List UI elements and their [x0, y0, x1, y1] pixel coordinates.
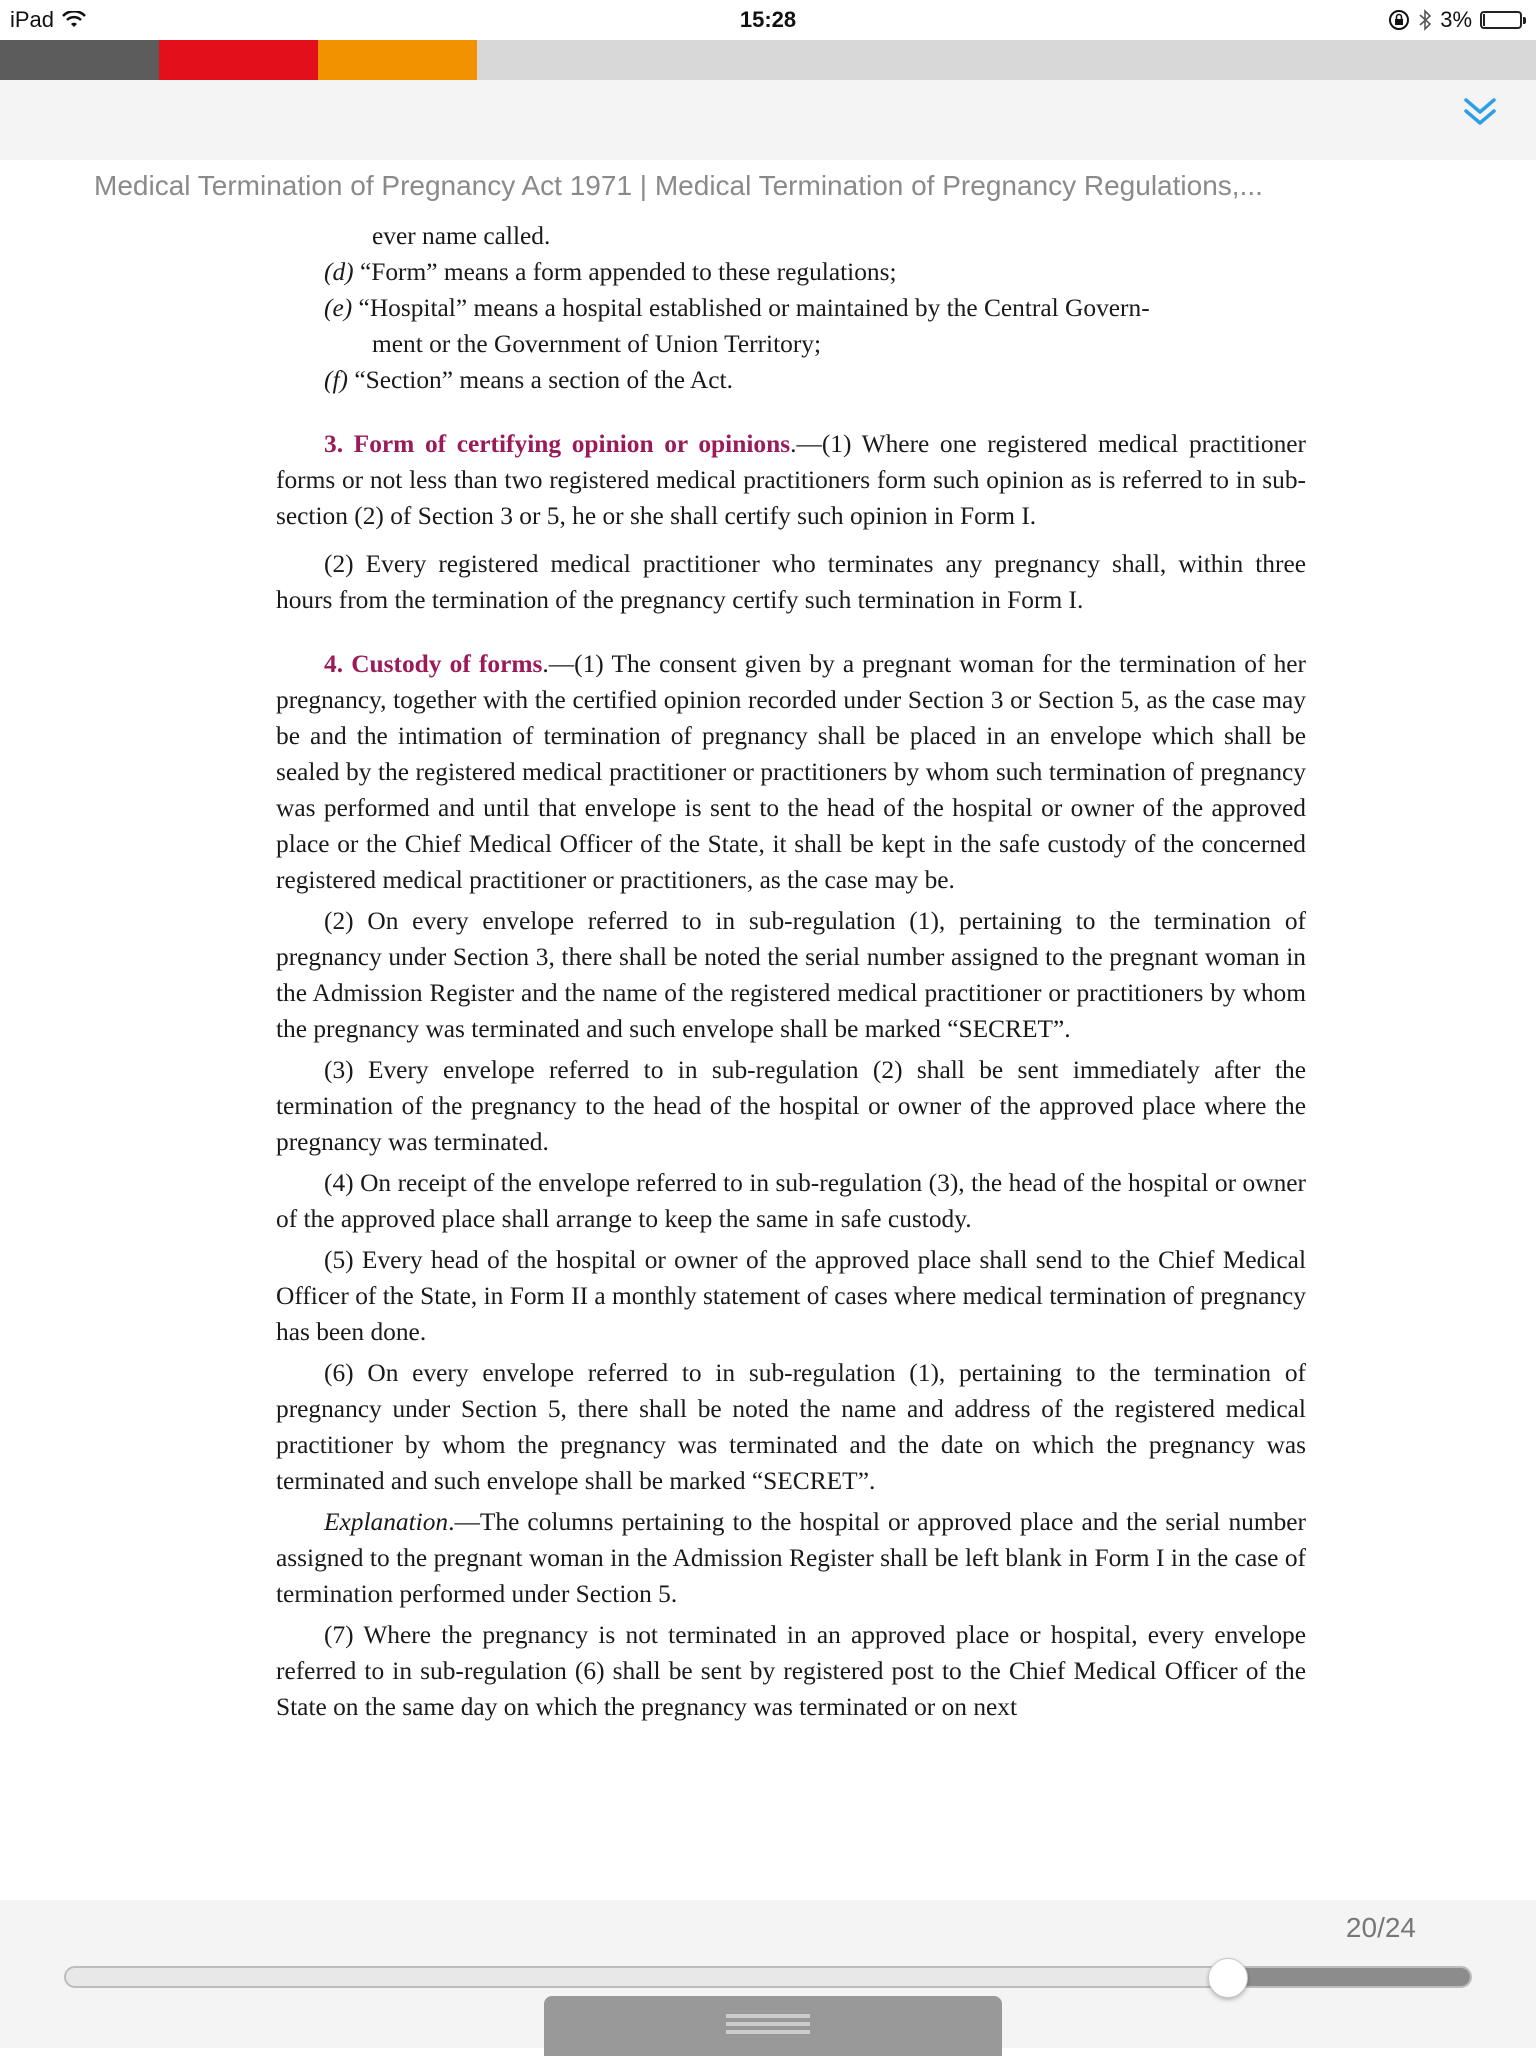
section-4-para-6: (6) On every envelope referred to in sub-regulation (1), pertaining to the termination of pregnancy under Section 5, there shall be noted the name and address of the registered medical practitioner by whom the pregnancy was terminated and the date on which the pregnancy was terminated and such envelope shall be marked “SECRET”. [276, 1359, 1306, 1495]
section-4-para-4: (4) On receipt of the envelope referred to in sub-regulation (3), the head of the hospital or owner of the approved place shall arrange to keep the same in safe custody. [276, 1169, 1306, 1233]
page-slider-fill [1225, 1968, 1470, 1986]
section-3-heading: 3. Form of certifying opinion or opinions [324, 430, 791, 458]
section-4-para-3: (3) Every envelope referred to in sub-regulation (2) shall be sent immediately after the termination of the pregnancy to the head of the hospital or owner of the approved place where the pregnancy was terminated. [276, 1056, 1306, 1156]
thumbnail-drawer-handle[interactable] [544, 1996, 1002, 2056]
definition-e: (e) “Hospital” means a hospital established or maintained by the Central Govern- [324, 294, 1150, 322]
definition-label: (f) [324, 366, 348, 394]
color-tab-red[interactable] [159, 40, 318, 80]
section-3-para-1: 3. Form of certifying opinion or opinions.—(1) Where one registered medical practitioner forms or not less than two registered medical practitioners form such opinion as is referred to in sub-section (2) of Section 3 or 5, he or she shall certify such opinion in Form I. [276, 430, 1306, 530]
color-tab-gray[interactable] [0, 40, 159, 80]
definition-label: (d) [324, 258, 354, 286]
toolbar [0, 80, 1536, 160]
bluetooth-icon [1418, 9, 1432, 31]
document-page [276, 218, 1306, 1725]
section-3-para-2: (2) Every registered medical practitioner who terminates any pregnancy shall, within three hours from the termination of the pregnancy certify such termination in Form I. [276, 550, 1306, 614]
section-4-para-5: (5) Every head of the hospital or owner of the approved place shall send to the Chief Medical Officer of the State, in Form II a monthly statement of cases where medical termination of pregnancy has been done. [276, 1246, 1306, 1346]
explanation-label: Explanation [324, 1508, 449, 1536]
color-tab-strip [0, 40, 1536, 80]
section-4-heading: 4. Custody of forms [324, 650, 543, 678]
definition-label: (e) [324, 294, 353, 322]
definition-d: (d) “Form” means a form appended to these regulations; [324, 258, 897, 286]
page-slider-thumb[interactable] [1208, 1958, 1248, 1998]
battery-icon [1480, 11, 1522, 29]
device-label: iPad [10, 7, 55, 32]
definition-f: (f) “Section” means a section of the Act. [324, 366, 733, 394]
section-4-para-1: 4. Custody of forms.—(1) The consent given by a pregnant woman for the termination of her pregnancy, together with the certified opinion recorded under Section 3 or Section 5, as the case may be and the intimation of termination of pregnancy shall be placed in an envelope which shall be sealed by the registered medical practitioner or practitioners by whom such termination of pregnancy was performed and until that envelope is sent to the head of the hospital or owner of the approved place or the Chief Medical Officer of the State, it shall be kept in the safe custody of the concerned registered medical practitioner or practitioners, as the case may be. [276, 650, 1307, 894]
document-title: Medical Termination of Pregnancy Act 1971 | Medical Termination of Pregnancy Regulations,... [94, 170, 1263, 201]
chevron-double-down-icon[interactable] [1458, 90, 1502, 134]
orientation-lock-icon [1388, 9, 1410, 31]
definition-e-continued: ment or the Government of Union Territory; [372, 330, 822, 358]
explanation-para: Explanation.—The columns pertaining to the hospital or approved place and the serial number assigned to the pregnant woman in the Admission Register shall be left blank in Form I in the case of termination performed under Section 5. [276, 1508, 1306, 1608]
section-4-para-7: (7) Where the pregnancy is not terminated in an approved place or hospital, every envelope referred to in sub-regulation (6) shall be sent by registered post to the Chief Medical Officer of the State on the same day on which the pregnancy was terminated or on next [276, 1621, 1306, 1721]
grip-icon [726, 2014, 810, 2018]
page-slider-track[interactable] [64, 1966, 1472, 1988]
clock: 15:28 [739, 7, 797, 32]
status-bar [0, 0, 1536, 40]
section-4-para-2: (2) On every envelope referred to in sub-regulation (1), pertaining to the termination of pregnancy under Section 3, there shall be noted the serial number assigned to the pregnant woman in the Admission Register and the name of the registered medical practitioner or practitioners by whom the pregnancy was terminated and such envelope shall be marked “SECRET”. [276, 907, 1306, 1043]
color-tab-orange[interactable] [318, 40, 477, 80]
page-indicator: 20/24 [1345, 1912, 1416, 1943]
definition-c-tail: ever name called. [372, 222, 551, 250]
battery-percent: 3% [1440, 7, 1472, 32]
